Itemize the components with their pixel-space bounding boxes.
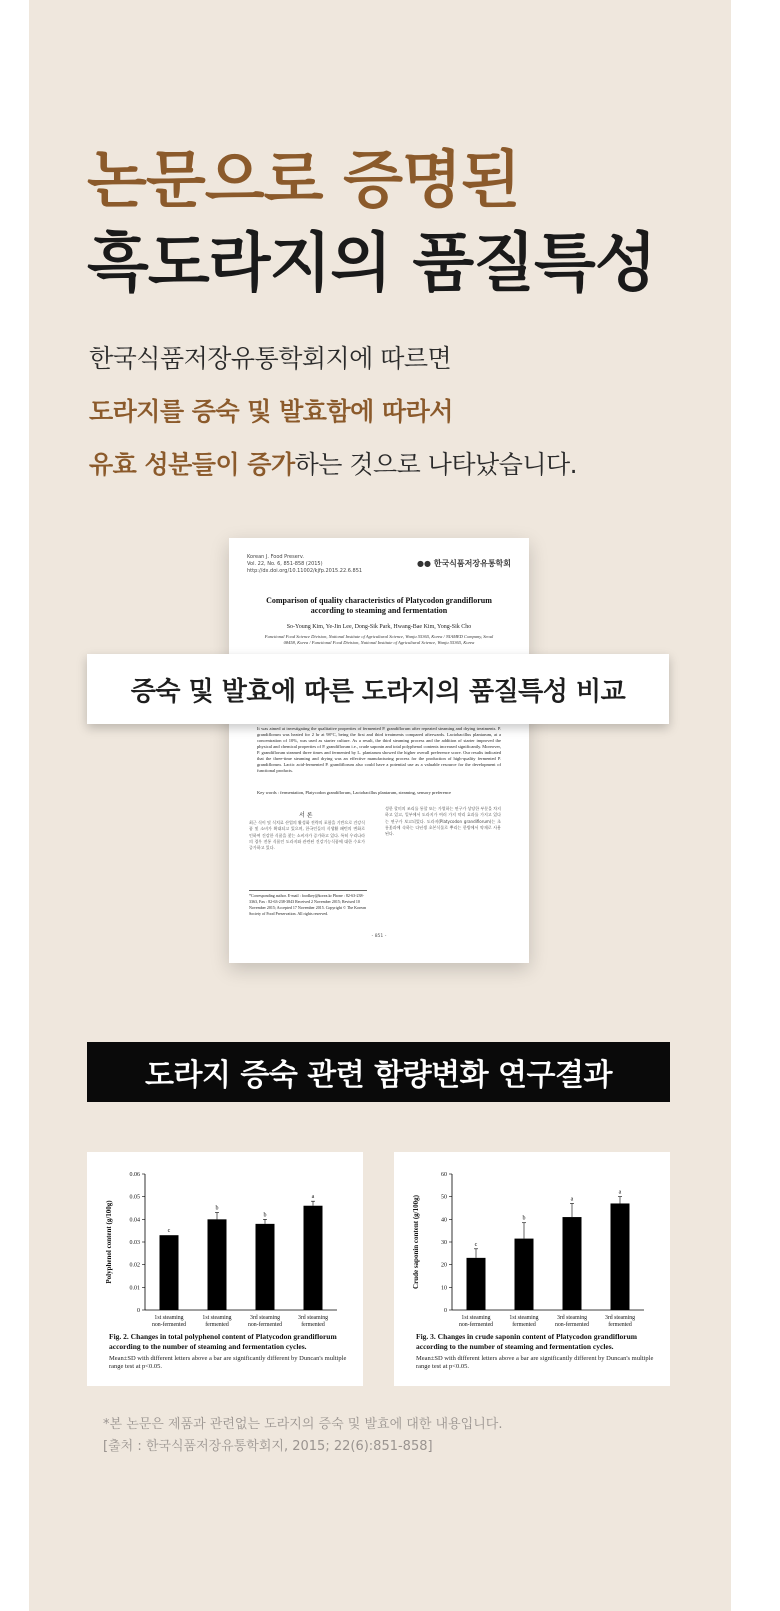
y-tick-label: 0.04: [129, 1217, 140, 1224]
y-tick-label: 0.03: [129, 1240, 140, 1246]
x-tick-label: non-fermented: [458, 1322, 494, 1328]
bar: [563, 1217, 582, 1310]
significance-letter: c: [167, 1228, 171, 1235]
x-tick-label: non-fermented: [151, 1322, 187, 1328]
footnote-disclaimer: *본 논문은 제품과 관련없는 도라지의 증숙 및 발효에 대한 내용입니다.: [103, 1417, 503, 1432]
paper-page-number: - 851 -: [371, 934, 387, 939]
y-tick-label: 30: [441, 1240, 447, 1246]
paper-header-line: http://dx.doi.org/10.11002/kjfp.2015.22.6.851: [247, 568, 363, 574]
chart-caption-title: Fig. 3. Changes in crude saponin content of Platycodon grandiflorum according to the number of steaming and fermentation cycles.: [416, 1332, 638, 1351]
bar: [467, 1258, 486, 1310]
significance-letter: b: [215, 1205, 219, 1212]
intro-text: [89, 332, 577, 491]
saponin-chart: [394, 1152, 670, 1386]
intro-line3-highlight: 유효 성분들이 증가: [89, 450, 295, 479]
significance-letter: a: [311, 1194, 315, 1201]
x-tick-label: non-fermented: [247, 1322, 283, 1328]
chart-caption-title: Fig. 2. Changes in total polyphenol content of Platycodon grandiflorum according to the number of steaming and fermentation cycles.: [109, 1332, 337, 1351]
bar: [611, 1203, 630, 1310]
paper-correspondence: *Corresponding author. E-mail : foodkey@korea.kr Phone : 82-63-238-3363, Fax : 82-63-238-3843 Received 2 November 2015; Revised 10 November 2015; Accepted 17 November 2015. Copyright © The Korean Society of Food Preservation. All rights reserved.: [249, 890, 367, 917]
y-tick-label: 20: [441, 1262, 447, 1269]
y-tick-label: 40: [441, 1217, 447, 1224]
polyphenol-chart-caption: [109, 1332, 349, 1371]
bar: [160, 1235, 179, 1310]
paper-body-left: 최근 식이 및 식치료 산업의 활성화 전략의 포함을 기반으로 건강식품 및 소비가 확대되고 있으며, 한국인들의 식생활 패턴의 변화로 인하여 건강한 식품을 찾는 소비자가 증가하고 있다. 특히 우리나라의 경우 전통 식품인 도라지와 관련된 건강기능식품에 대한 수요가 증가하고 있다.: [249, 820, 365, 851]
paper-header-line: Vol. 22, No. 6, 851-858 (2015): [247, 561, 323, 567]
paper-header: [247, 554, 362, 575]
y-axis-label: Polyphenol content (g/100g): [105, 1200, 113, 1284]
x-tick-label: 3rd steaming: [556, 1315, 588, 1321]
bar: [208, 1219, 227, 1310]
paper-section-title: 서 론: [299, 812, 313, 819]
x-tick-label: 1st steaming: [461, 1315, 491, 1321]
polyphenol-chart: [87, 1152, 363, 1386]
significance-letter: c: [474, 1241, 478, 1248]
saponin-chart-caption: [416, 1332, 656, 1371]
significance-letter: b: [263, 1212, 267, 1219]
chart-caption-note: Mean±SD with different letters above a bar are significantly different by Duncan's multiple range test at p<0.05.: [109, 1355, 347, 1370]
headline-line2: 흑도라지의 품질특성: [87, 227, 656, 301]
y-tick-label: 60: [441, 1172, 447, 1178]
chart-caption-note: Mean±SD with different letters above a bar are significantly different by Duncan's multiple range test at p<0.05.: [416, 1355, 654, 1370]
paper-page-image: [229, 538, 529, 963]
x-tick-label: 3rd steaming: [604, 1315, 636, 1321]
society-name: 한국식품저장유통학회: [433, 559, 511, 568]
bar: [515, 1239, 534, 1310]
intro-line3-rest: 하는 것으로 나타났습니다.: [294, 450, 578, 479]
footnote: [103, 1414, 502, 1458]
y-axis-label: Crude saponin content (g/100g): [412, 1195, 420, 1289]
paper-authors: So-Young Kim, Ye-Jin Lee, Dong-Sik Park, Hwang-Bae Kim, Yong-Sik Cho: [286, 624, 472, 630]
significance-letter: b: [522, 1215, 526, 1222]
footnote-source: [출처 : 한국식품저장유통학회지, 2015; 22(6):851-858]: [103, 1439, 433, 1454]
x-tick-label: fermented: [205, 1322, 229, 1328]
x-tick-label: 3rd steaming: [249, 1315, 281, 1321]
intro-line3: [89, 438, 577, 491]
research-results-title: 도라지 증숙 관련 함량변화 연구결과: [87, 1042, 670, 1102]
intro-line2: 도라지를 증숙 및 발효함에 따라서: [89, 397, 453, 426]
x-tick-label: 1st steaming: [509, 1315, 539, 1321]
y-tick-label: 0: [444, 1308, 447, 1314]
society-logo: ●● 한국식품저장유통학회: [416, 559, 511, 568]
paper-header-line: Korean J. Food Preserv.: [247, 554, 305, 560]
polyphenol-chart-plot: [87, 1152, 363, 1332]
y-tick-label: 10: [441, 1285, 447, 1292]
paper-body-right: 성한 할미의 조리를 통할 또는 가열하는 연구가 상당한 부분을 차지하고 있고, 일부에서 도라지가 여러 가지 약리 효과를 가지고 있다는 연구가 보고되었다. 도라지(Platycodon grandiflorum)는 초롱꽃과에 속하는 다년생 초본식물로 뿌리는 한방에서 약재로 사용된다.: [385, 806, 501, 837]
significance-letter: a: [570, 1196, 574, 1203]
x-tick-label: 3rd steaming: [297, 1315, 329, 1321]
x-tick-label: non-fermented: [554, 1322, 590, 1328]
x-tick-label: fermented: [608, 1322, 632, 1328]
x-tick-label: fermented: [512, 1322, 536, 1328]
significance-letter: a: [618, 1189, 622, 1196]
y-tick-label: 0.05: [129, 1194, 140, 1201]
content-panel: [29, 0, 731, 1611]
bar: [304, 1206, 323, 1310]
intro-line1: 한국식품저장유통학회지에 따르면: [89, 344, 452, 373]
y-tick-label: 0.01: [129, 1285, 140, 1292]
bar: [256, 1224, 275, 1310]
y-tick-label: 50: [441, 1194, 447, 1201]
y-tick-label: 0: [137, 1308, 140, 1314]
headline-line1: 논문으로 증명된: [87, 143, 520, 216]
y-tick-label: 0.02: [129, 1262, 140, 1269]
comparison-banner: 증숙 및 발효에 따른 도라지의 품질특성 비교: [87, 654, 669, 724]
x-tick-label: 1st steaming: [202, 1315, 232, 1321]
x-tick-label: 1st steaming: [154, 1315, 184, 1321]
paper-keywords: Key words : fermentation, Platycodon grandiflorum, Lactobacillus plantarum, steaming, sensory preference: [257, 790, 451, 795]
saponin-chart-plot: [394, 1152, 670, 1332]
paper-abstract: It was aimed at investigating the qualitative properties of fermented P. grandiflorum after repeated steaming and drying treatments. P. grandiflorum was heated for 2 hr at 98°C, being the first and third treatments compared afterwards. Lactobacillus plantarum, at a concentration of 10%, was used as starter culture. As a result, the third steaming process and the addition of starter improved the physical and chemical properties of P. grandiflorum i.e., crude saponin and total polyphenol contents increased significantly. Moreover, P. grandiflorum steamed three times and fermented by L. plantarum showed the higher overall preference score. Our results indicated that the three-time steaming and drying was an effective manufacturing process for the production of high-quality fermented P. grandiflorum. Lactic acid-fermented P. grandiflorum also could have a potential use as a valuable resource for the development of functional products.: [257, 726, 501, 773]
y-tick-label: 0.06: [129, 1172, 140, 1178]
paper-title: Comparison of quality characteristics of Platycodon grandiflorum according to steaming and fermentation: [266, 596, 492, 615]
paper-affiliations: Functional Food Science Division, National Institute of Agricultural Science, Wanju 55365, Korea / NIAMED Company, Seoul 08458, Korea / Functional Food Division, National Institute of Agricultural Science, Wanju 55365, Korea: [264, 634, 494, 645]
x-tick-label: fermented: [301, 1322, 325, 1328]
